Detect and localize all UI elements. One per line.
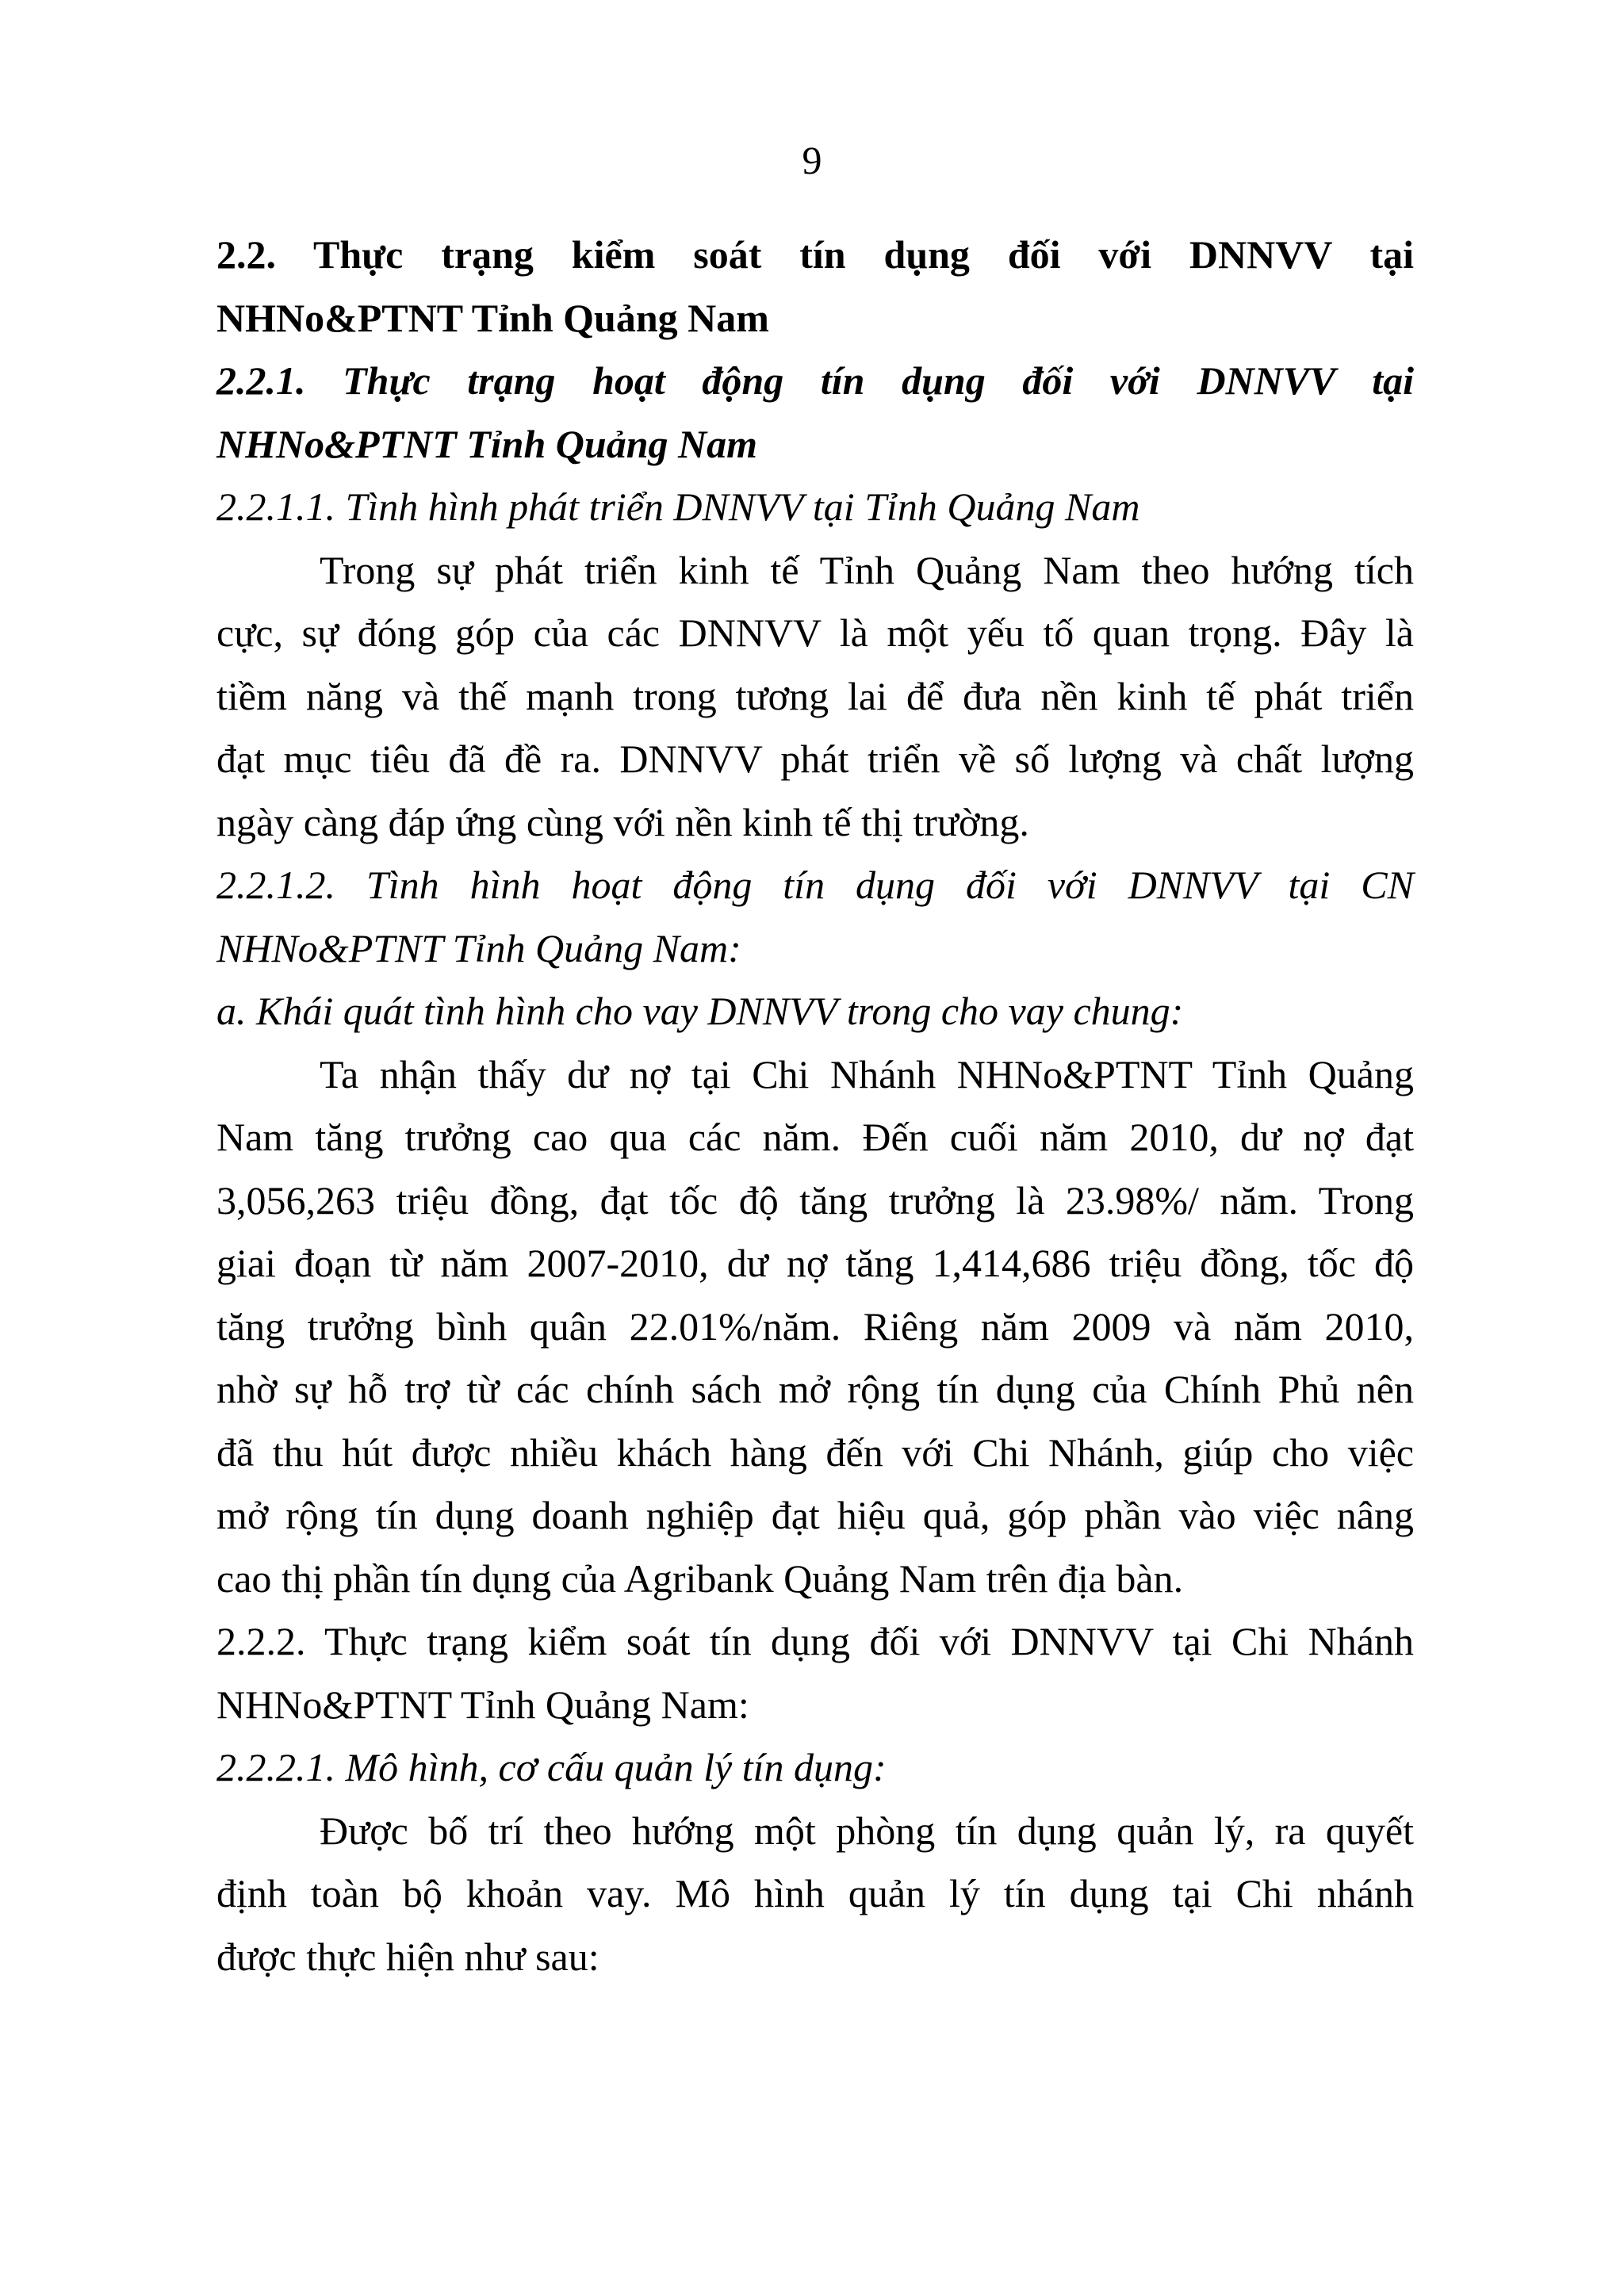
page-number: 9 [802, 138, 822, 182]
paragraph-3-line-1: Được bố trí theo hướng một phòng tín dụng quản lý, ra quyết [320, 1808, 1414, 1853]
heading-2-2-1-1: 2.2.1.1. Tình hình phát triển DNNVV tại Tỉnh Quảng Nam [216, 484, 1140, 529]
paragraph-1-line-4: đạt mục tiêu đã đề ra. DNNVV phát triển về số lượng và chất lượng [216, 737, 1414, 781]
heading-2-2-1-line-1: 2.2.1. Thực trạng hoạt động tín dụng đối với DNNVV tại [216, 358, 1414, 403]
document-body [216, 224, 1414, 1988]
heading-2-2-2-line-2: NHNo&PTNT Tỉnh Quảng Nam: [216, 1682, 749, 1727]
heading-2-2-1-line-2: NHNo&PTNT Tỉnh Quảng Nam [216, 421, 758, 466]
paragraph-2-line-1: Ta nhận thấy dư nợ tại Chi Nhánh NHNo&PTNT Tỉnh Quảng [320, 1051, 1414, 1096]
paragraph-3-line-3: được thực hiện như sau: [216, 1934, 599, 1979]
heading-2-2-2-line-1: 2.2.2. Thực trạng kiểm soát tín dụng đối với DNNVV tại Chi Nhánh [216, 1619, 1414, 1663]
paragraph-2-line-9: cao thị phần tín dụng của Agribank Quảng Nam trên địa bàn. [216, 1556, 1184, 1601]
paragraph-2-line-7: đã thu hút được nhiều khách hàng đến với Chi Nhánh, giúp cho việc [216, 1429, 1414, 1475]
paragraph-2-line-3: 3,056,263 triệu đồng, đạt tốc độ tăng trưởng là 23.98%/ năm. Trong [216, 1177, 1414, 1223]
paragraph-2-line-2: Nam tăng trưởng cao qua các năm. Đến cuối năm 2010, dư nợ đạt [216, 1115, 1414, 1159]
paragraph-3-line-2: định toàn bộ khoản vay. Mô hình quản lý tín dụng tại Chi nhánh [216, 1871, 1414, 1915]
paragraph-1-line-3: tiềm năng và thế mạnh trong tương lai để đưa nền kinh tế phát triển [216, 673, 1414, 718]
heading-2-2-1-2-line-2: NHNo&PTNT Tỉnh Quảng Nam: [216, 925, 741, 970]
paragraph-2-line-8: mở rộng tín dụng doanh nghiệp đạt hiệu quả, góp phần vào việc nâng [216, 1493, 1414, 1537]
heading-2-2-1-2-line-1: 2.2.1.2. Tình hình hoạt động tín dụng đối với DNNVV tại CN [216, 863, 1414, 907]
heading-2-2-line-1: 2.2. Thực trạng kiểm soát tín dụng đối với DNNVV tại [216, 232, 1414, 277]
paragraph-1-line-2: cực, sự đóng góp của các DNNVV là một yếu tố quan trọng. Đây là [216, 610, 1414, 655]
paragraph-2-line-4: giai đoạn từ năm 2007-2010, dư nợ tăng 1,414,686 triệu đồng, tốc độ [216, 1241, 1414, 1285]
paragraph-2-line-6: nhờ sự hỗ trợ từ các chính sách mở rộng tín dụng của Chính Phủ nên [216, 1367, 1414, 1411]
paragraph-1-line-1: Trong sự phát triển kinh tế Tỉnh Quảng Nam theo hướng tích [320, 547, 1414, 592]
subheading-a: a. Khái quát tình hình cho vay DNNVV trong cho vay chung: [216, 989, 1184, 1033]
heading-2-2-2-1: 2.2.2.1. Mô hình, cơ cấu quản lý tín dụng: [216, 1745, 887, 1789]
heading-2-2-line-2: NHNo&PTNT Tỉnh Quảng Nam [216, 295, 769, 340]
paragraph-1-line-5: ngày càng đáp ứng cùng với nền kinh tế thị trường. [216, 799, 1029, 844]
paragraph-2-line-5: tăng trưởng bình quân 22.01%/năm. Riêng năm 2009 và năm 2010, [216, 1303, 1414, 1349]
